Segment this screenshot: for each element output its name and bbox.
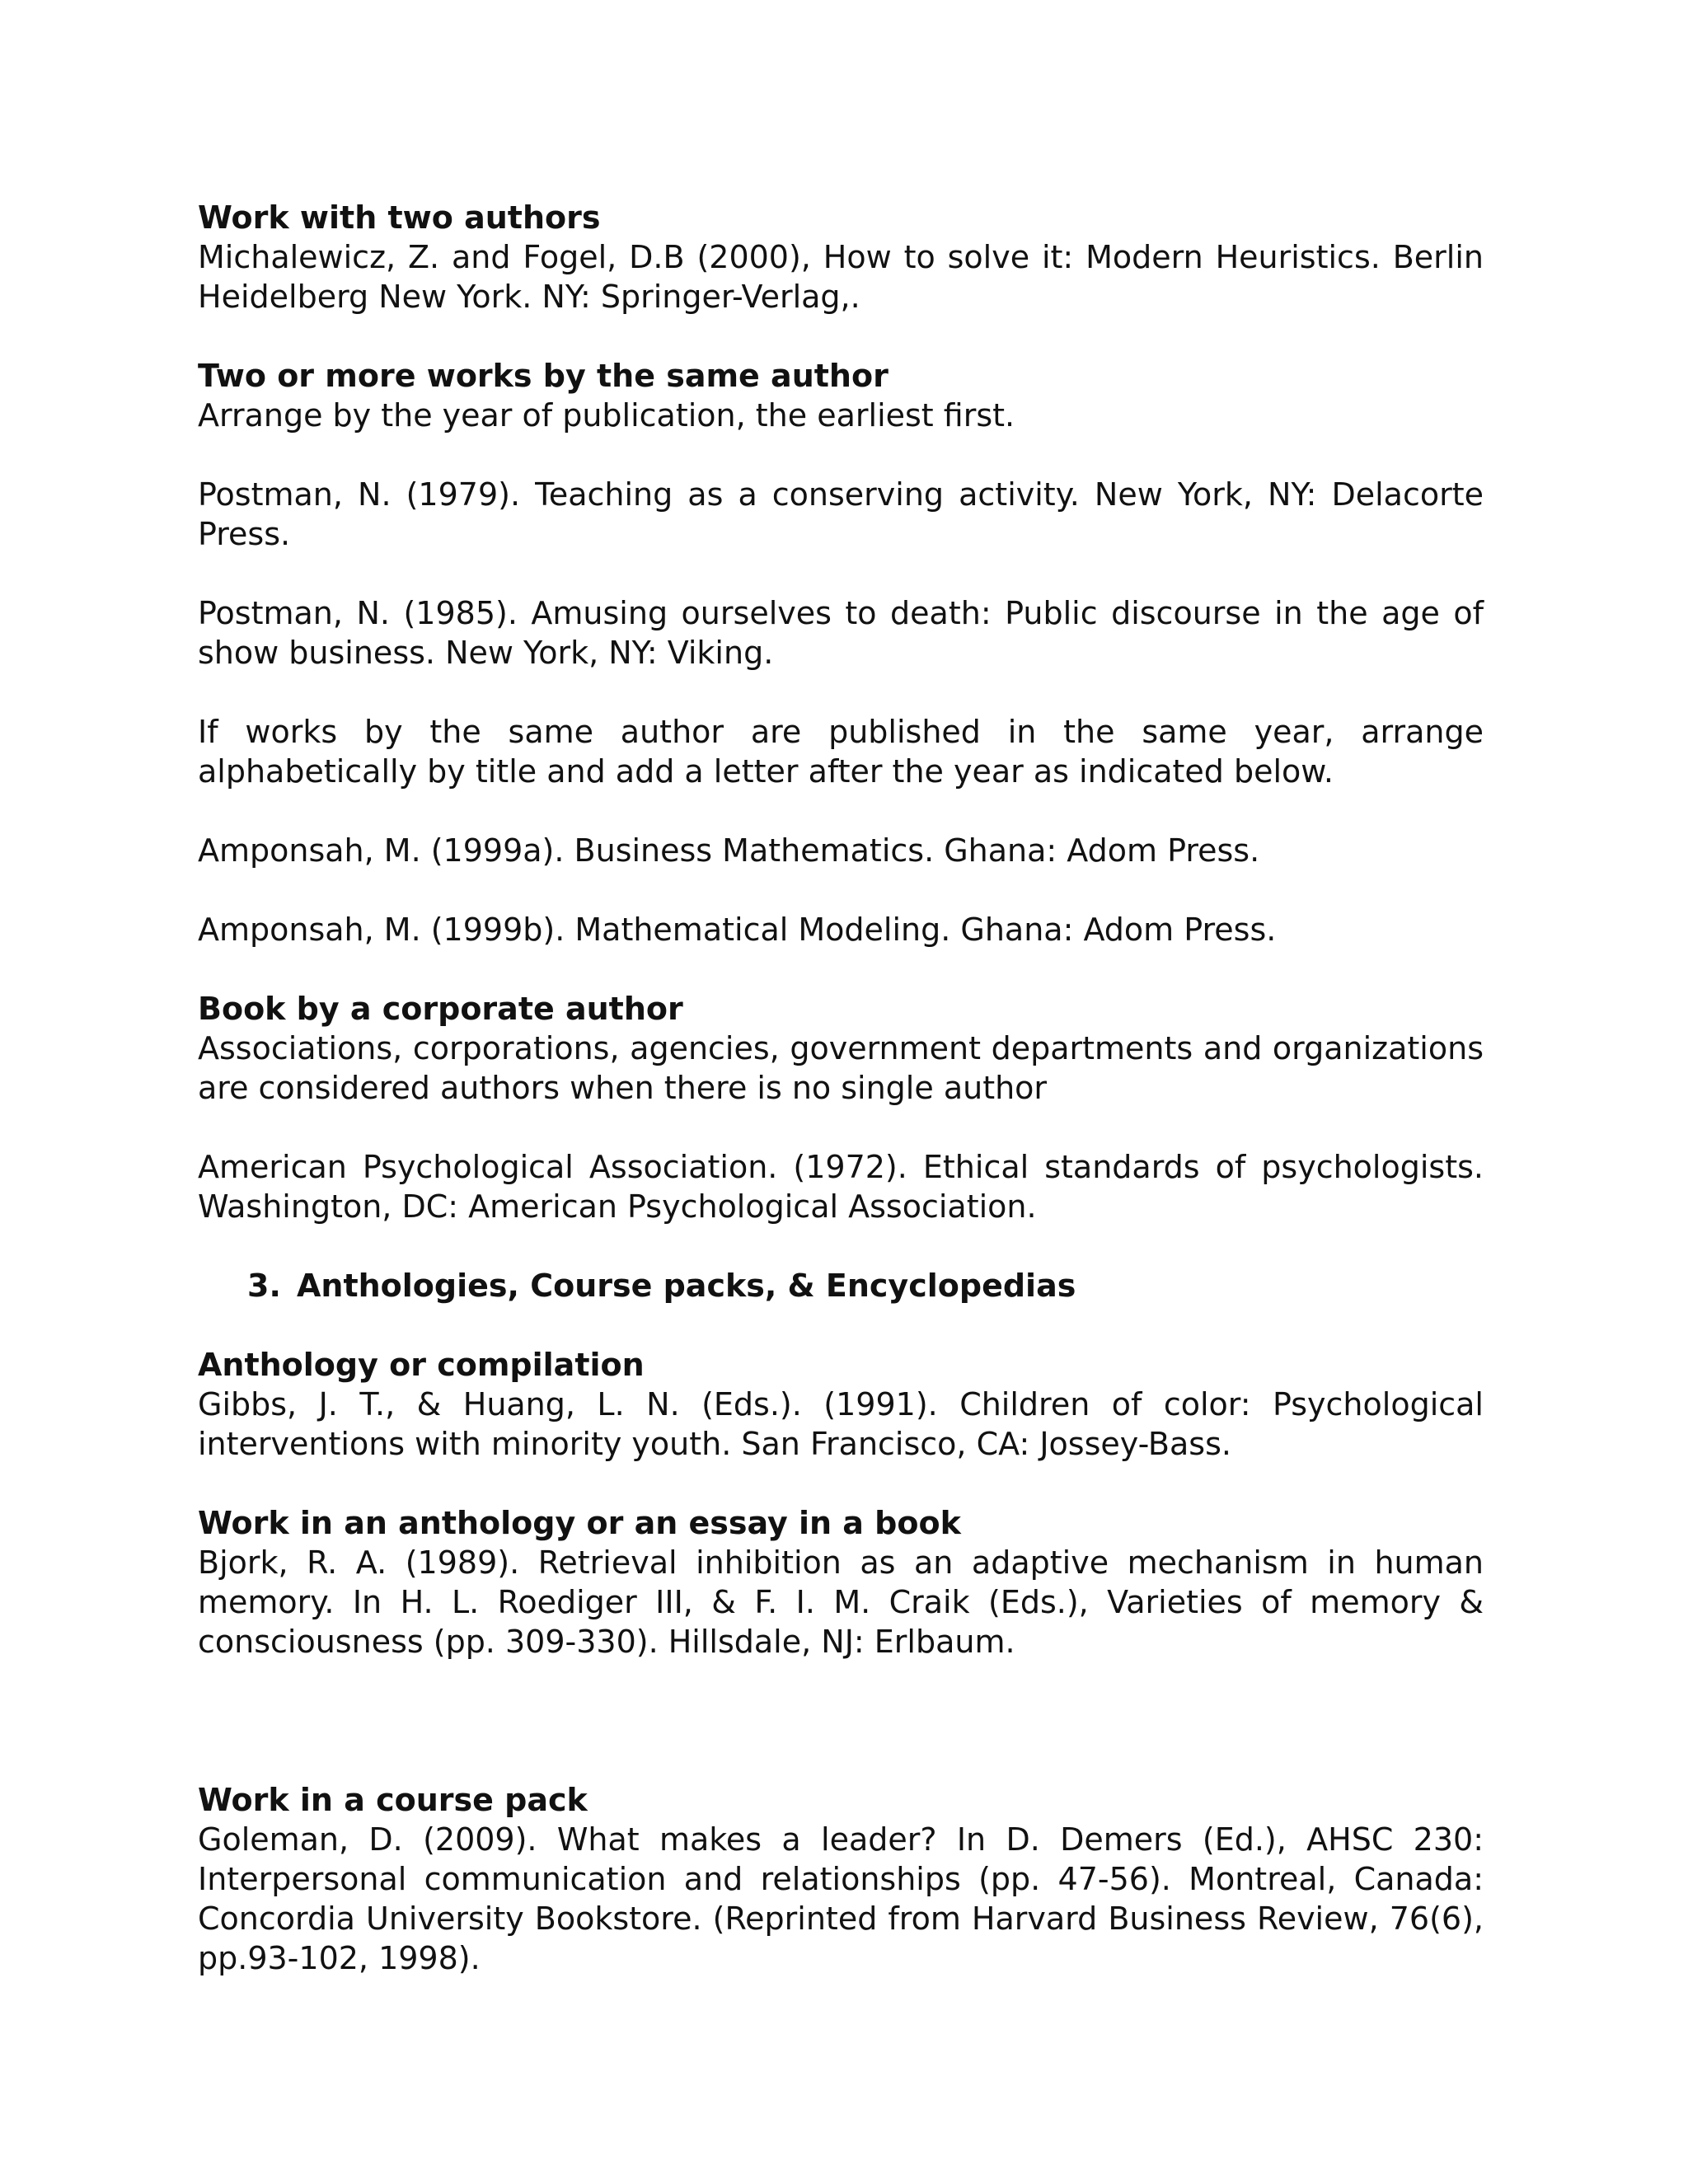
- reference-postman-1979: Postman, N. (1979). Teaching as a conserving activity. New York, NY: Delacorte Press.: [198, 476, 1484, 552]
- section-title: Anthologies, Course packs, & Encyclopedias: [297, 1268, 1076, 1304]
- same-year-note: If works by the same author are published in the same year, arrange alphabetically by title and add a letter after the year as indicated below.: [198, 714, 1484, 790]
- heading-course-pack: Work in a course pack: [198, 1782, 588, 1818]
- reference-goleman-2009: Goleman, D. (2009). What makes a leader? In D. Demers (Ed.), AHSC 230: Interpersonal communication and relationships (pp. 47-56). Montreal, Canada: Concordia University Bookstore. (Reprinted from Harvard Business Review, 76(6), pp.93-102, 1998).: [198, 1821, 1484, 1976]
- reference-bjork-1989: Bjork, R. A. (1989). Retrieval inhibition as an adaptive mechanism in human memory. In H. L. Roediger III, & F. I. M. Craik (Eds.), Varieties of memory & consciousness (pp. 309-330). Hillsdale, NJ: Erlbaum.: [198, 1544, 1484, 1660]
- section-number: 3.: [247, 1268, 281, 1304]
- heading-same-author: Two or more works by the same author: [198, 358, 889, 394]
- reference-apa-1972: American Psychological Association. (1972). Ethical standards of psychologists. Washington, DC: American Psychological Association.: [198, 1149, 1484, 1225]
- reference-amponsah-1999b: Amponsah, M. (1999b). Mathematical Modeling. Ghana: Adom Press.: [198, 912, 1277, 948]
- heading-anthology: Anthology or compilation: [198, 1347, 645, 1383]
- reference-postman-1985: Postman, N. (1985). Amusing ourselves to death: Public discourse in the age of show business. New York, NY: Viking.: [198, 595, 1484, 671]
- heading-corporate-author: Book by a corporate author: [198, 991, 683, 1027]
- numbered-section-heading: [198, 1266, 1484, 1305]
- heading-essay-in-book: Work in an anthology or an essay in a book: [198, 1505, 961, 1541]
- reference-gibbs-1991: Gibbs, J. T., & Huang, L. N. (Eds.). (1991). Children of color: Psychological interventions with minority youth. San Francisco, CA: Jossey-Bass.: [198, 1386, 1484, 1462]
- heading-two-authors: Work with two authors: [198, 199, 601, 236]
- document-page: [198, 198, 1484, 1978]
- reference-two-authors: Michalewicz, Z. and Fogel, D.B (2000), How to solve it: Modern Heuristics. Berlin Heidelberg New York. NY: Springer-Verlag,.: [198, 239, 1484, 315]
- same-author-intro: Arrange by the year of publication, the earliest first.: [198, 397, 1015, 434]
- corporate-author-description: Associations, corporations, agencies, government departments and organizations are considered authors when there is no single author: [198, 1030, 1484, 1106]
- reference-amponsah-1999a: Amponsah, M. (1999a). Business Mathematics. Ghana: Adom Press.: [198, 832, 1260, 869]
